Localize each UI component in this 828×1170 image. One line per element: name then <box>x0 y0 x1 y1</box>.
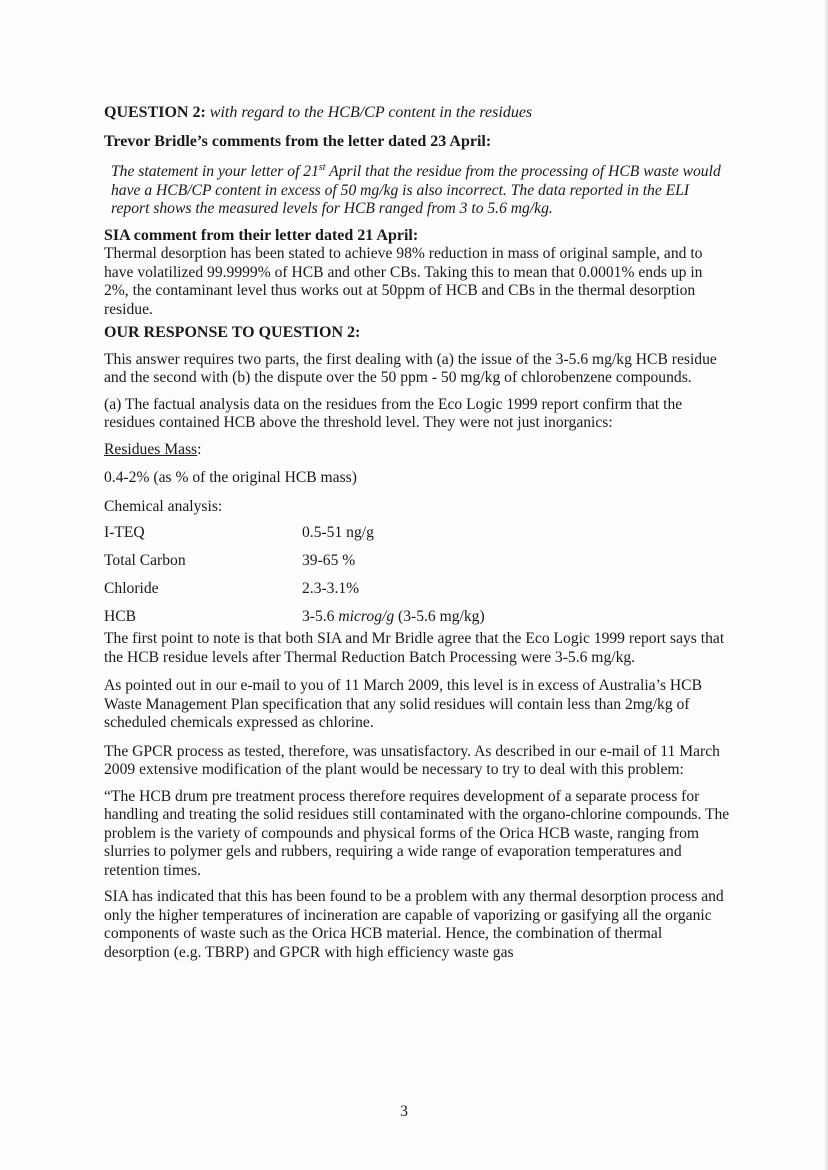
analysis-value <box>302 580 730 599</box>
sia-heading: SIA comment from their letter dated 21 April: <box>104 226 419 244</box>
chemical-analysis-table <box>104 524 730 630</box>
bridle-quote-part1: The statement in your letter of 21 <box>111 163 319 181</box>
paragraph-gpcr: The GPCR process as tested, therefore, was unsatisfactory. As described in our e-mail of 11 March 2009 extensive modification of the plant would be necessary to try to deal with this problem: <box>104 742 720 779</box>
question-heading <box>104 104 730 123</box>
bridle-quote <box>104 159 730 219</box>
residues-mass-value: 0.4-2% (as % of the original HCB mass) <box>104 469 357 487</box>
page-number: 3 <box>400 1103 408 1120</box>
analysis-value-text: 2.3-3.1% <box>302 580 360 598</box>
residues-label: Residues Mass <box>104 440 198 458</box>
analysis-value-rest: (3-5.6 mg/kg) <box>394 608 485 626</box>
chemical-analysis-label: Chemical analysis: <box>104 497 223 515</box>
analysis-row <box>104 524 730 552</box>
bridle-quote-part2: April that the residue from the processing of HCB waste would have a HCB/CP content in excess of 50 mg/kg is also incorrect. The data reported in the ELI report shows the measured levels for HCB ranged from 3 to 5.6 mg/kg. <box>111 163 721 218</box>
analysis-row <box>104 552 730 580</box>
analysis-value-text: 39-65 % <box>302 552 356 570</box>
paragraph-intro: This answer requires two parts, the first dealing with (a) the issue of the 3-5.6 mg/kg HCB residue and the second with (b) the dispute over the 50 ppm - 50 mg/kg of chlorobenzene compounds. <box>104 350 717 387</box>
residues-colon: : <box>197 440 202 458</box>
analysis-name: I-TEQ <box>104 524 145 542</box>
analysis-value <box>302 552 730 571</box>
paragraph-quote: “The HCB drum pre treatment process therefore requires development of a separate process for handling and treating the solid residues still contaminated with the organo-chlorine compounds. The problem is the variety of compounds and physical forms of the Orica HCB waste, ranging from slurries to polymer gels and rubbers, requiring a wide range of evaporation temperatures and retention times. <box>104 787 730 879</box>
sia-comment-text: Thermal desorption has been stated to achieve 98% reduction in mass of original sample, and to have volatilized 99.9999% of HCB and other CBs. Taking this to mean that 0.0001% ends up in 2%, the contaminant level thus works out at 50ppm of HCB and CBs in the thermal desorption residue. <box>104 245 703 318</box>
question-label: QUESTION 2: <box>104 104 206 121</box>
response-heading: OUR RESPONSE TO QUESTION 2: <box>104 324 361 342</box>
analysis-value-text: 0.5-51 ng/g <box>302 524 374 542</box>
analysis-name: Chloride <box>104 580 159 598</box>
paragraph-a: (a) The factual analysis data on the residues from the Eco Logic 1999 report confirm that the residues contained HCB above the threshold level. They were not just inorganics: <box>104 395 683 432</box>
analysis-name: Total Carbon <box>104 552 186 570</box>
analysis-value-italic: microg/g <box>338 608 395 626</box>
question-subtitle: with regard to the HCB/CP content in the residues <box>209 104 533 121</box>
analysis-name: HCB <box>104 608 137 626</box>
analysis-value <box>302 524 730 543</box>
paragraph-email: As pointed out in our e-mail to you of 11 March 2009, this level is in excess of Australia’s HCB Waste Management Plan specification that any solid residues will contain less than 2mg/kg of scheduled chemicals expressed as chlorine. <box>104 677 702 732</box>
analysis-row <box>104 580 730 608</box>
bridle-quote-sup: st <box>318 162 326 173</box>
analysis-row <box>104 608 730 630</box>
paragraph-sia: SIA has indicated that this has been found to be a problem with any thermal desorption process and only the higher temperatures of incineration are capable of vaporizing or gasifying all the organic components of waste such as the Orica HCB material. Hence, the combination of thermal desorption (e.g. TBRP) and GPCR with high efficiency waste gas <box>104 888 724 961</box>
residues-mass-label <box>104 441 730 460</box>
bridle-heading: Trevor Bridle’s comments from the letter dated 23 April: <box>104 132 492 150</box>
paragraph-first-point: The first point to note is that both SIA and Mr Bridle agree that the Eco Logic 1999 report says that the HCB residue levels after Thermal Reduction Batch Processing were 3-5.6 mg/kg. <box>104 630 725 666</box>
page-body <box>104 104 730 962</box>
analysis-value <box>302 608 730 627</box>
analysis-value-text: 3-5.6 <box>302 608 339 626</box>
